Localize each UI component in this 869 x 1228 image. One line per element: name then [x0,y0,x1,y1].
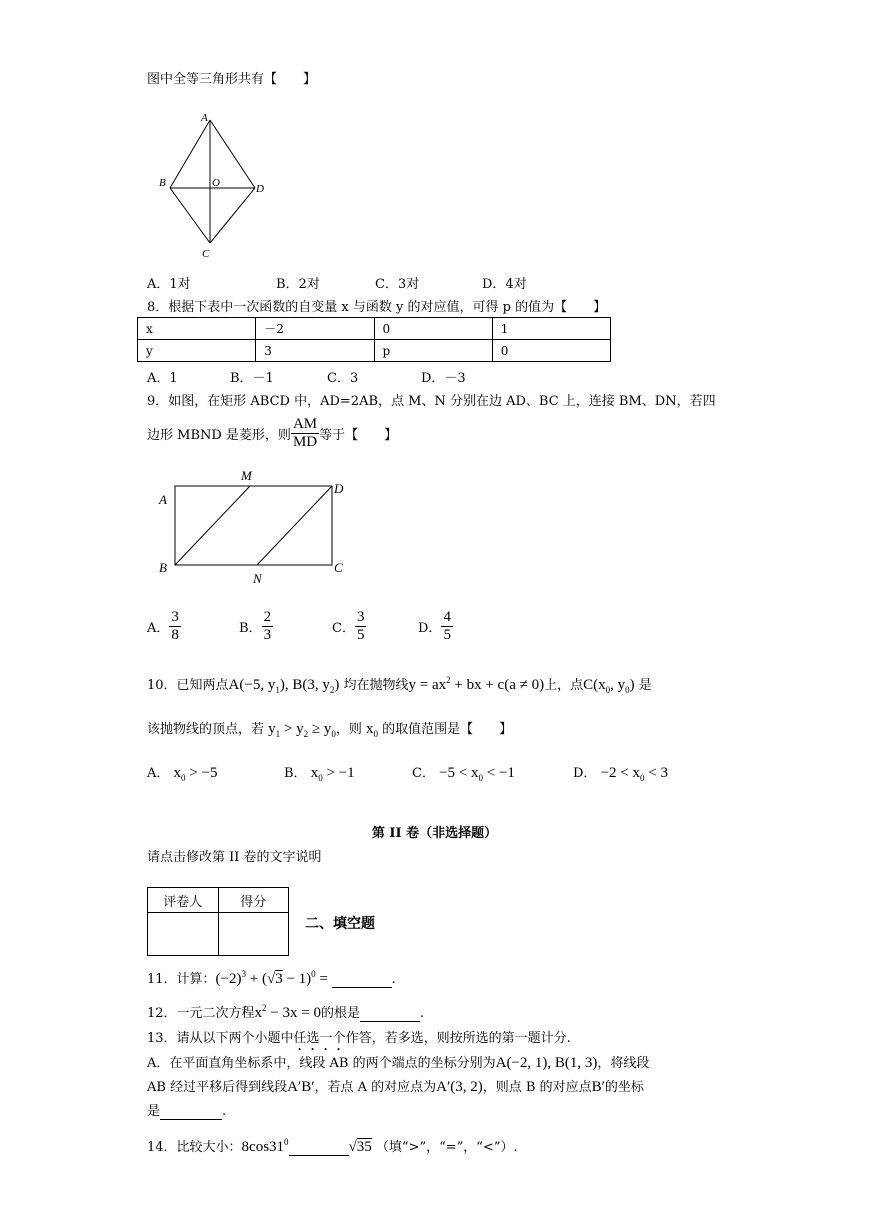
q13-stem: 13．请从以下两个小题中任选一个作答，若多选，则按所选的第一题计分. [147,1031,571,1046]
table-cell: 0 [492,340,610,362]
q8-option-d: D．－3 [421,371,466,386]
q9-option-b [239,605,273,647]
q9-fraction [291,416,319,451]
q10-option-a: A． $x_0 > -5$ [147,765,218,783]
score-table-header-grader: 评卷人 [148,888,219,913]
part2-note: 请点击修改第 II 卷的文字说明 [147,850,322,865]
q10-stem-line2 [147,718,512,739]
fraction-numerator: 3 [171,608,179,625]
table-cell: x [138,318,256,340]
q7-rhombus-figure [145,100,275,268]
section-title: 二、填空题 [305,916,375,932]
q7-label-o: O [212,177,220,189]
fraction-numerator: 4 [443,608,451,625]
q9-label-d: D [334,481,344,496]
q8-option-c: C．3 [327,371,359,386]
option-fraction [355,609,367,644]
table-cell: p [374,340,492,362]
q9-label-a: A [159,492,167,507]
table-cell: y [138,340,256,362]
q8-value-table [137,317,611,362]
text: 是 [638,678,652,693]
q13-a-line3: 是 . [147,1104,227,1119]
q9-option-d [418,605,453,647]
fraction-numerator: 3 [356,608,365,625]
fraction-denominator: MD [292,433,318,450]
table-row [138,340,611,362]
q12: 12．一元二次方程$x^2 - 3x = 0$的根是 . [147,1003,425,1021]
answer-blank[interactable] [332,972,392,988]
math: $y = ax^2$ + bx + c(a ≠ 0) [408,675,545,693]
math: $y_1 > y_2 \ge y_0$ [268,721,336,739]
q9-label-n: N [253,571,262,586]
option-label: A． [147,620,170,636]
math: A(−5, $y_1$), B(3, $y_2$) [228,677,340,695]
option-label: D． [418,620,442,636]
table-cell: 1 [492,318,610,340]
fraction-numerator: 2 [263,608,272,625]
option-label: C． [332,620,355,636]
q11: 11．计算：$(-2)^3 + (√3 - 1)^0$ = . [147,969,396,987]
q7-label-c: C [202,248,210,260]
option-fraction [169,609,181,644]
q9-label-m: M [241,468,252,483]
text: 的取值范围是【 】 [382,722,513,737]
q7-label-a: A [201,112,208,124]
q8-stem: 8．根据下表中一次函数的自变量 x 与函数 y 的对应值，可得 p 的值为【 】 [147,300,607,315]
q14: 14．比较大小：$8\cos 31^0$ √35 （填“>”，“=”，“<”）. [147,1137,518,1155]
answer-blank[interactable] [289,1140,349,1156]
text: ，则 [335,722,362,737]
math: $x_0$ [366,721,379,739]
q9-stem-post: 等于【 】 [319,427,398,443]
q9-rectangle-figure [150,460,360,588]
fraction-denominator: 5 [356,626,365,643]
q9-stem-line1: 9．如图，在矩形 ABCD 中，AD=2AB，点 M、N 分别在边 AD、BC 上，连接 BM、DN，若四 [147,394,716,409]
table-cell: 3 [256,340,374,362]
q9-label-b: B [159,560,167,575]
answer-blank[interactable] [160,1104,222,1120]
q9-stem-pre: 边形 MBND 是菱形，则 [147,427,291,443]
option-fraction [262,609,274,644]
q9-option-c [332,605,366,647]
q13-a-line2: AB 经过平移后得到线段A′B′，若点 A 的对应点为A′(3, 2)，则点 B 的对应点B′的坐标 [147,1079,644,1095]
q9-label-c: C [334,560,343,575]
text: 上，点 [544,678,584,693]
q10-option-c: C． $-5 < x_0 < -1$ [412,765,515,783]
q7-stem: 图中全等三角形共有【 】 [147,72,317,87]
q10-option-b: B． $x_0 > -1$ [284,765,355,783]
part2-title: 第 II 卷（非选择题） [371,826,498,841]
q7-option-a: A．1对 [147,277,191,292]
score-table-header-score: 得分 [218,888,289,913]
q10-stem-line1 [147,674,652,695]
answer-blank[interactable] [360,1006,420,1022]
q7-label-b: B [159,177,166,189]
option-label: B． [239,620,262,636]
emphasis-text: 任选一个 [293,1031,346,1046]
q7-option-d: D．4对 [482,277,527,292]
text: 均在抛物线 [343,678,409,693]
q10-option-d: D． $-2 < x_0 < 3$ [573,765,668,783]
q7-option-c: C．3对 [375,277,420,292]
q7-option-b: B．2对 [276,277,320,292]
score-table [147,887,289,956]
q7-label-d: D [256,183,264,195]
math: $C(x_0$, $y_0$) [583,677,635,695]
score-table-cell-score[interactable] [218,913,289,956]
q8-option-a: A．1 [147,371,178,386]
fraction-denominator: 8 [171,626,179,643]
option-fraction [441,609,453,644]
q13-a-line1: A．在平面直角坐标系中，线段 AB 的两个端点的坐标分别为A(−2, 1), B(1, 3)，将线段 [147,1055,650,1071]
table-cell: －2 [256,318,374,340]
fraction-numerator: AM [292,415,318,432]
table-cell: 0 [374,318,492,340]
q8-option-b: B．－1 [230,371,274,386]
text: 该抛物线的顶点，若 [147,722,265,737]
fraction-denominator: 5 [443,626,451,643]
score-table-cell-grader[interactable] [148,913,219,956]
q9-stem-line2 [147,413,397,453]
table-row [138,318,611,340]
fraction-denominator: 3 [263,626,272,643]
text: 10．已知两点 [147,678,229,693]
q9-option-a [147,605,181,647]
